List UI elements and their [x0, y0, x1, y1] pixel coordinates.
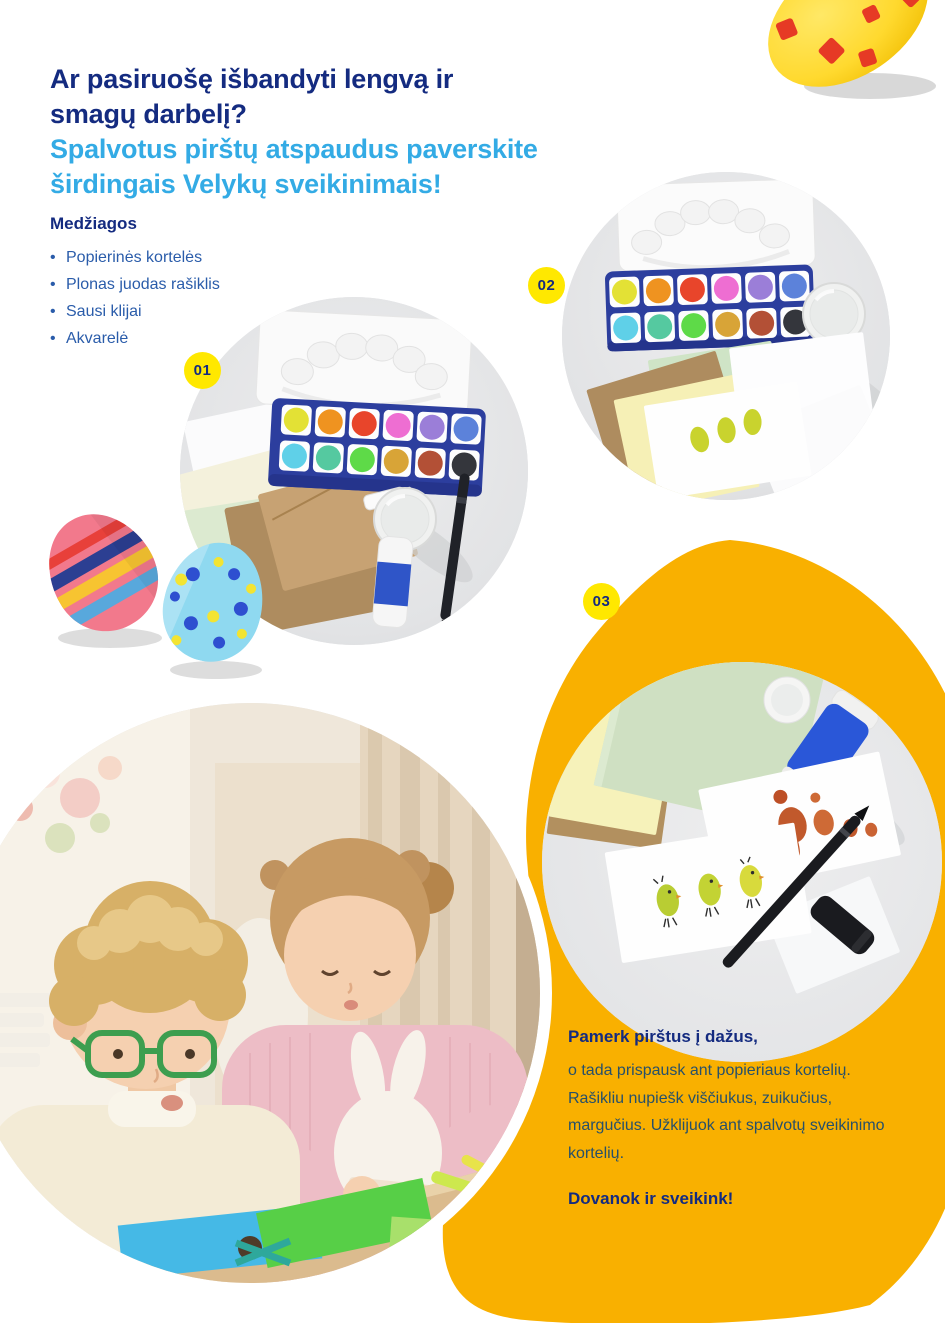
step3-photo [542, 662, 942, 1062]
list-item: • Akvarelė [50, 325, 220, 352]
instructions-closing: Dovanok ir sveikink! [568, 1189, 734, 1208]
page-title-line2: smagų darbelį? [50, 99, 247, 129]
instructions-section [568, 1024, 916, 1226]
page-heading [50, 62, 538, 202]
bullet-icon: • [50, 276, 56, 293]
bullet-icon: • [50, 303, 56, 320]
dotted-easter-egg [156, 540, 276, 680]
bullet-icon: • [50, 330, 56, 347]
yellow-egg-with-red-squares [748, 0, 945, 108]
step2-photo [562, 172, 890, 500]
materials-list [50, 244, 220, 352]
materials-heading: Medžiagos [50, 214, 137, 233]
paintbox-lid [617, 179, 816, 272]
instructions-lead: Pamerk pirštus į dažus, [568, 1027, 758, 1046]
bullet-icon: • [50, 249, 56, 266]
step1-badge: 01 [184, 352, 221, 389]
materials-section [50, 214, 220, 352]
page-subtitle-line2: širdingais Velykų sveikinimais! [50, 169, 442, 199]
paintbox-pans [268, 398, 486, 497]
list-item: • Popierinės kortelės [50, 244, 220, 271]
glue-stick [372, 536, 414, 629]
page-subtitle: Spalvotus pirštų atspaudus paverskite [50, 134, 538, 164]
instructions-body-line: Rašikliu nupiešk viščiukus, zuikučius, [568, 1089, 833, 1107]
step3-badge: 03 [583, 583, 620, 620]
instructions-body-line: kortelių. [568, 1144, 625, 1162]
list-item: • Plonas juodas rašiklis [50, 271, 220, 298]
instructions-body-line: margučius. Užklijuok ant spalvotų sveikinimo [568, 1117, 885, 1134]
paintbox-pans [605, 264, 816, 351]
instructions-body-line: o tada prispausk ant popieriaus kortelių. [568, 1062, 851, 1079]
list-item: • Sausi klijai [50, 298, 220, 325]
step2-badge: 02 [528, 267, 565, 304]
page-title: Ar pasiruošę išbandyti lengvą ir [50, 64, 454, 94]
striped-easter-egg [40, 510, 175, 650]
